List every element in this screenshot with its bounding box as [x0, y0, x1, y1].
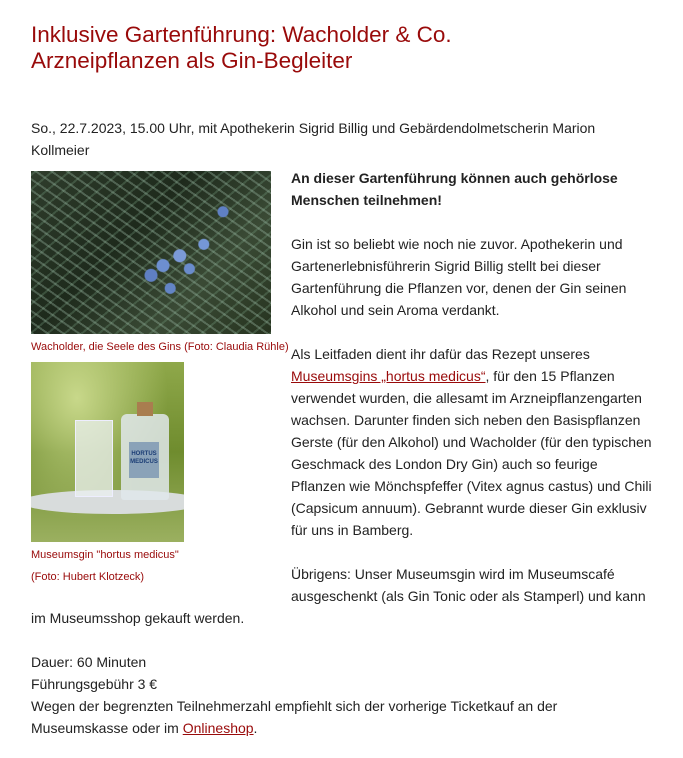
museumsgin-link[interactable]: Museumsgins „hortus medicus“	[291, 368, 486, 384]
paragraph: Als Leitfaden dient ihr dafür das Rezept unseres Museumsgins „hortus medicus“, für den 15 Pflanzen verwendet wurden, die allesamt im Arzneipflanzengarten wachsen. Darunter finden sich neben den Basispflanzen Gerste (für den Alkohol) und Wacholder (für den typischen Geschmack des London Dry Gin) auch so feurige Pflanzen wie Mönchspfeffer (Vitex agnus castus) und Chili (Capsicum annuum). Gebrannt wurde dieser Gin exklusiv für uns in Bamberg.	[291, 346, 652, 538]
paragraph: Gin ist so beliebt wie noch nie zuvor. Apothekerin und Gartenerlebnisführerin Sigrid Billig stellt bei dieser Gartenführung die Pflanzen vor, denen der Gin seinen Alkohol und sein Aroma verdankt.	[291, 236, 627, 318]
event-date-line: So., 22.7.2023, 15.00 Uhr, mit Apothekerin Sigrid Billig und Gebärdendolmetscherin Marion Kollmeier	[31, 120, 596, 158]
paragraph: Übrigens: Unser Museumsgin wird im Museumscafé ausgeschenkt (als Gin Tonic oder als Stamperl) und kann im Museumsshop gekauft werden.	[31, 566, 646, 626]
lead-text: An dieser Gartenführung können auch gehörlose Menschen teilnehmen!	[291, 170, 618, 208]
duration: Dauer: 60 Minuten	[31, 654, 147, 670]
article-body	[31, 167, 653, 739]
event-info	[31, 651, 653, 739]
ticket-info: Wegen der begrenzten Teilnehmerzahl empfiehlt sich der vorherige Ticketkauf an der Museumskasse oder im Onlineshop.	[31, 698, 558, 736]
image-column	[31, 167, 291, 588]
image-caption: Wacholder, die Seele des Gins (Foto: Claudia Rühle)	[31, 341, 289, 353]
fee: Führungsgebühr 3 €	[31, 676, 158, 692]
image-caption: Museumsgin "hortus medicus" (Foto: Hubert Klotzeck)	[31, 549, 179, 583]
onlineshop-link[interactable]: Onlineshop	[182, 720, 254, 736]
page-title: Inklusive Gartenführung: Wacholder & Co. Arzneipflanzen als Gin-Begleiter	[31, 22, 452, 73]
bottle-label: HORTUS MEDICUS	[129, 442, 159, 478]
article	[31, 22, 653, 739]
gin-bottle-image	[31, 362, 184, 542]
juniper-berries-image	[31, 171, 271, 334]
